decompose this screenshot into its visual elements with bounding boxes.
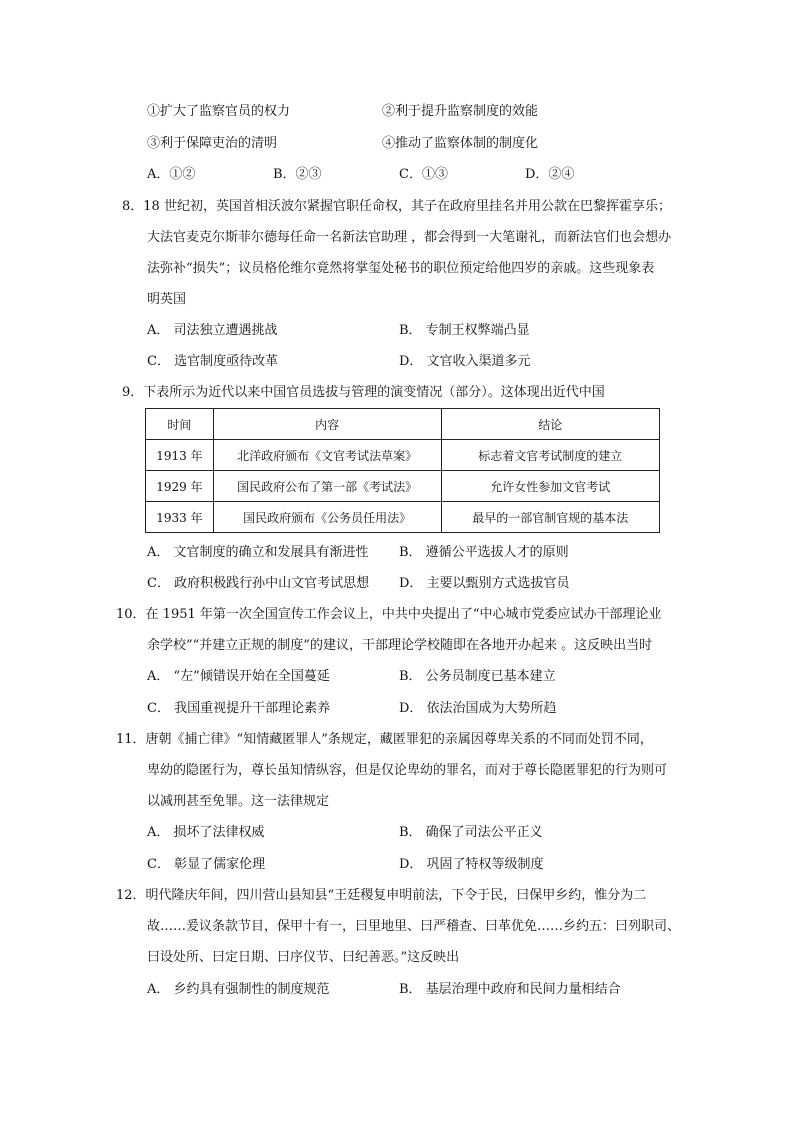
q9-option-c[interactable]: C． 政府积极践行孙中山文官考试思想 xyxy=(147,576,370,591)
table-row xyxy=(146,471,660,502)
q10-option-b[interactable]: B． 公务员制度已基本建立 xyxy=(399,669,556,684)
q11-stem-line-1: 11．唐朝《捕亡律》“知情藏匿罪人”条规定，藏匿罪犯的亲属因尊卑关系的不同而处罚不同， xyxy=(116,732,653,747)
q8-stem-line-2: 大法官麦克尔斯菲尔德每任命一名新法官助理 ，都会得到一大笔谢礼，而新法官们也会想办 xyxy=(147,230,672,245)
q12-stem-line-1: 12．明代隆庆年间，四川营山县知县“王廷稷复申明前法，下令于民，曰保甲乡约，惟分为二 xyxy=(116,888,647,903)
q7-statement-4: ④推动了监察体制的制度化 xyxy=(382,136,539,151)
table-header-time: 时间 xyxy=(146,409,214,440)
table-cell: 标志着文官考试制度的建立 xyxy=(441,440,660,471)
q9-option-b[interactable]: B． 遵循公平选拔人才的原则 xyxy=(399,545,569,560)
q11-stem-line-2: 卑幼的隐匿行为，尊长虽知情纵容，但是仅论卑幼的罪名，而对于尊长隐匿罪犯的行为则可 xyxy=(147,763,668,778)
q7-option-d[interactable]: D．②④ xyxy=(525,167,575,182)
q7-option-a[interactable]: A．①② xyxy=(147,167,196,182)
q9-stem-line-1: 9．下表所示为近代以来中国官员选拔与管理的演变情况（部分）。这体现出近代中国 xyxy=(122,385,605,400)
table-header-conclusion: 结论 xyxy=(441,409,660,440)
q7-option-c[interactable]: C．①③ xyxy=(399,167,448,182)
q8-option-c[interactable]: C． 选官制度亟待改革 xyxy=(147,354,279,369)
table-header-content: 内容 xyxy=(213,409,441,440)
q11-option-d[interactable]: D． 巩固了特权等级制度 xyxy=(399,857,544,872)
q8-stem-line-3: 法弥补“损失”；议员格伦维尔竟然将掌玺处秘书的职位预定给他四岁的亲戚。这些现象表 xyxy=(147,261,655,276)
q12-stem-line-2: 故……爰议条款节目，保甲十有一，曰里地里、曰严稽查、曰革优免……乡约五：曰列职司、 xyxy=(147,919,681,934)
q8-option-a[interactable]: A． 司法独立遭遇挑战 xyxy=(147,323,278,338)
q10-stem-line-2: 余学校”“并建立正规的制度”的建议，干部理论学校随即在各地开办起来 。这反映出当时 xyxy=(147,638,653,653)
q7-option-b[interactable]: B．②③ xyxy=(273,167,322,182)
table-header-row xyxy=(146,409,660,440)
q10-option-c[interactable]: C． 我国重视提升干部理论素养 xyxy=(147,701,331,716)
table-cell: 1913 年 xyxy=(146,440,214,471)
q8-stem-line-4: 明英国 xyxy=(147,292,187,307)
table-row xyxy=(146,440,660,471)
q10-option-a[interactable]: A． “左”倾错误开始在全国蔓延 xyxy=(147,669,330,684)
q9-option-d[interactable]: D． 主要以甄别方式选拔官员 xyxy=(399,576,570,591)
table-row xyxy=(146,502,660,533)
q8-option-d[interactable]: D． 文官收入渠道多元 xyxy=(399,354,531,369)
q7-statement-1: ①扩大了监察官员的权力 xyxy=(147,104,291,119)
q11-option-c[interactable]: C． 彰显了儒家伦理 xyxy=(147,857,266,872)
q9-option-a[interactable]: A． 文官制度的确立和发展具有渐进性 xyxy=(147,545,369,560)
q12-option-b[interactable]: B． 基层治理中政府和民间力量相结合 xyxy=(399,982,621,997)
table-cell: 国民政府颁布《公务员任用法》 xyxy=(213,502,441,533)
table-cell: 国民政府公布了第一部《考试法》 xyxy=(213,471,441,502)
q12-option-a[interactable]: A． 乡约具有强制性的制度规范 xyxy=(147,982,330,997)
q9-table xyxy=(145,408,660,533)
table-cell: 最早的一部官制官规的基本法 xyxy=(441,502,660,533)
q11-stem-line-3: 以减刑甚至免罪。这一法律规定 xyxy=(147,794,330,809)
q12-stem-line-3: 曰设处所、曰定日期、曰序仪节、曰纪善恶。”这反映出 xyxy=(147,950,460,965)
q8-option-b[interactable]: B． 专制王权弊端凸显 xyxy=(399,323,530,338)
table-cell: 1933 年 xyxy=(146,502,214,533)
q7-statement-2: ②利于提升监察制度的效能 xyxy=(382,104,539,119)
q8-stem-line-1: 8．18 世纪初，英国首相沃波尔紧握官职任命权，其子在政府里挂名并用公款在巴黎挥霍享乐； xyxy=(122,199,671,214)
q11-option-a[interactable]: A． 损坏了法律权威 xyxy=(147,825,265,840)
q11-option-b[interactable]: B． 确保了司法公平正义 xyxy=(399,825,543,840)
q10-option-d[interactable]: D． 依法治国成为大势所趋 xyxy=(399,701,557,716)
table-cell: 允许女性参加文官考试 xyxy=(441,471,660,502)
q10-stem-line-1: 10．在 1951 年第一次全国宣传工作会议上，中共中央提出了“中心城市党委应试办干部理论业 xyxy=(116,607,662,622)
table-cell: 1929 年 xyxy=(146,471,214,502)
q7-statement-3: ③利于保障吏治的清明 xyxy=(147,136,278,151)
table-cell: 北洋政府颁布《文官考试法草案》 xyxy=(213,440,441,471)
